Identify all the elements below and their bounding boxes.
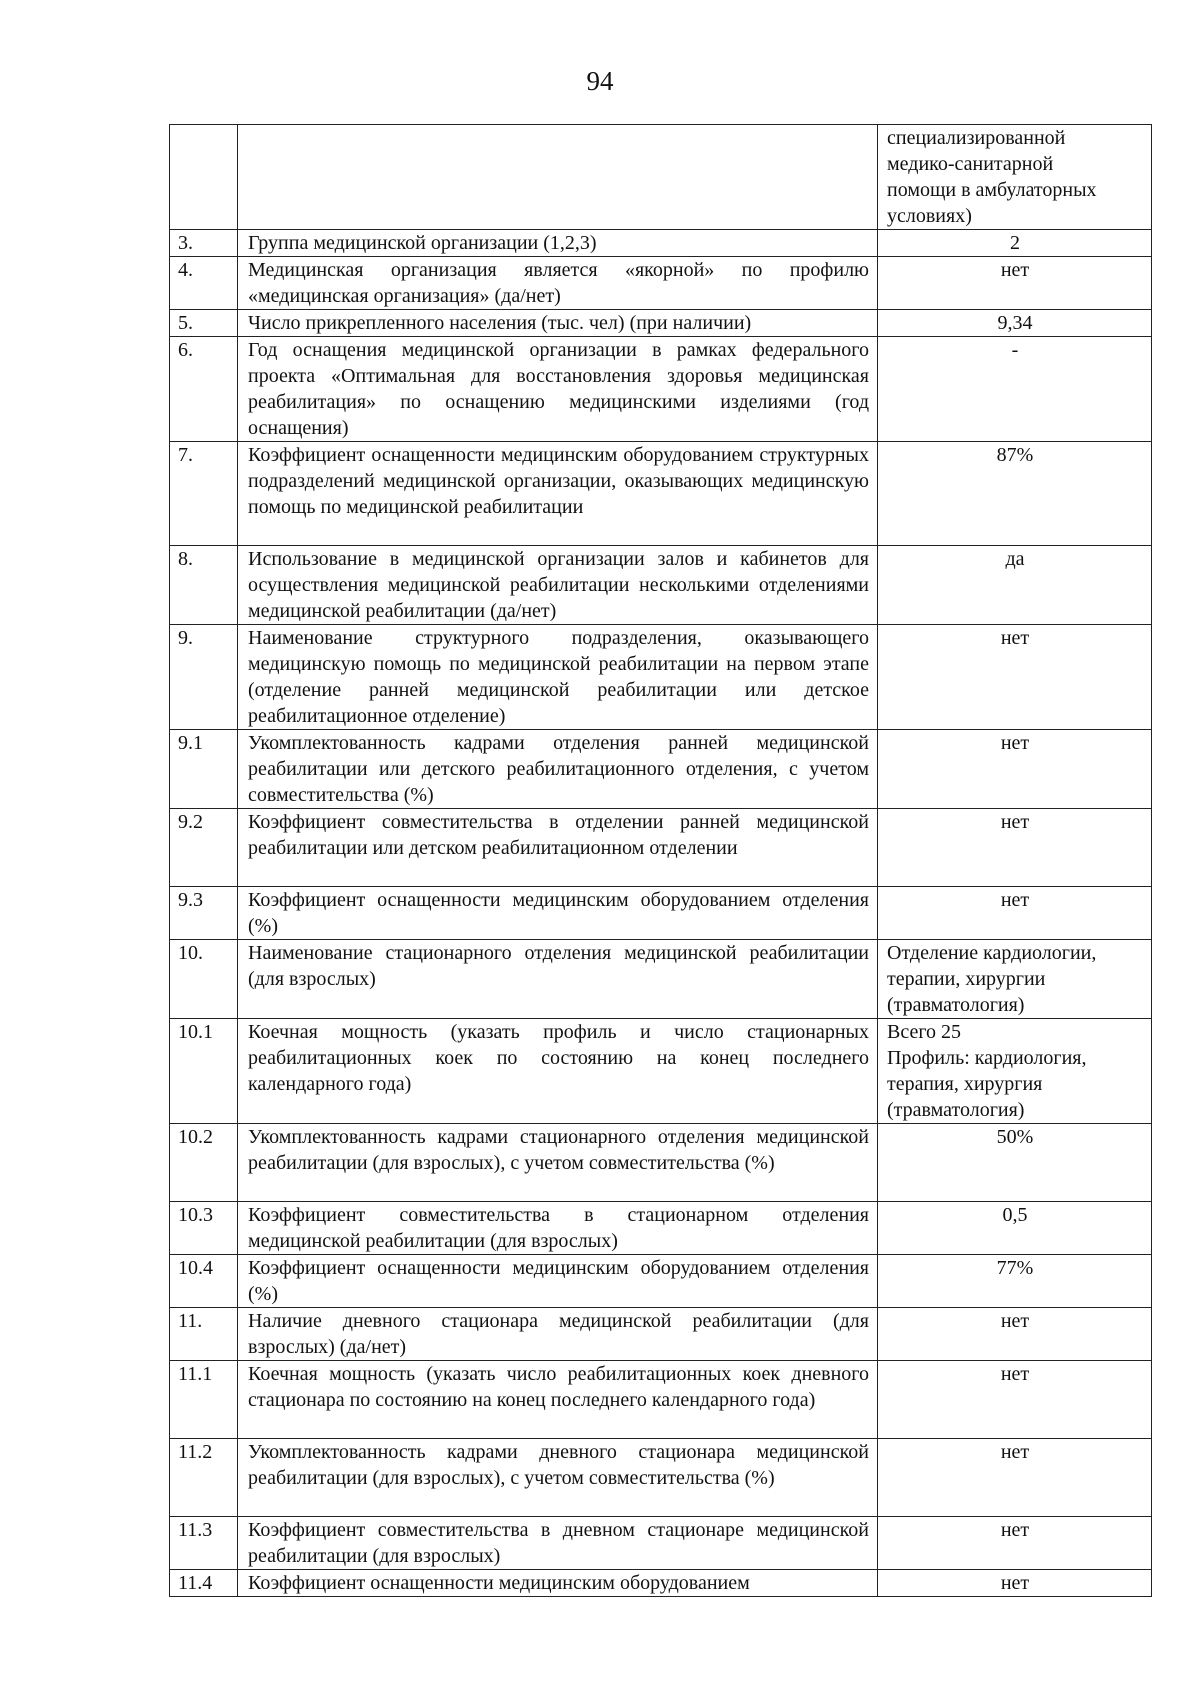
row-value: нет (878, 257, 1152, 310)
table-row (170, 1019, 1152, 1124)
row-value: нет (878, 730, 1152, 809)
table-row (170, 1517, 1152, 1570)
row-value: нет (878, 1308, 1152, 1361)
indicators-table-body (170, 125, 1152, 1597)
row-number: 6. (170, 337, 238, 442)
row-number: 3. (170, 230, 238, 257)
table-row (170, 1202, 1152, 1255)
table-row (170, 257, 1152, 310)
row-number: 9. (170, 625, 238, 730)
table-row (170, 1570, 1152, 1597)
row-value: 77% (878, 1255, 1152, 1308)
row-number: 10.3 (170, 1202, 238, 1255)
row-number: 7. (170, 442, 238, 546)
table-row (170, 809, 1152, 887)
row-number: 9.3 (170, 887, 238, 940)
row-value: нет (878, 1361, 1152, 1439)
row-description: Коэффициент совместительства в стационарном отделения медицинской реабилитации (для взрослых) (238, 1202, 878, 1255)
row-value: да (878, 546, 1152, 625)
row-value: Всего 25 Профиль: кардиология, терапия, хирургия (травматология) (878, 1019, 1152, 1124)
table-row (170, 730, 1152, 809)
row-number: 5. (170, 310, 238, 337)
row-value: нет (878, 625, 1152, 730)
row-value: 2 (878, 230, 1152, 257)
row-description: Укомплектованность кадрами отделения ранней медицинской реабилитации или детского реабилитационного отделения, с учетом совместительства (%) (238, 730, 878, 809)
row-description: Год оснащения медицинской организации в рамках федерального проекта «Оптимальная для восстановления здоровья медицинская реабилитация» по оснащению медицинскими изделиями (год оснащения) (238, 337, 878, 442)
table-row (170, 230, 1152, 257)
row-description: Коэффициент оснащенности медицинским оборудованием структурных подразделений медицинской организации, оказывающих медицинскую помощь по медицинской реабилитации (238, 442, 878, 546)
table-row (170, 1439, 1152, 1517)
row-value: 50% (878, 1124, 1152, 1202)
row-value: 9,34 (878, 310, 1152, 337)
row-number: 11.1 (170, 1361, 238, 1439)
table-row (170, 1255, 1152, 1308)
row-value: нет (878, 1570, 1152, 1597)
row-description: Коэффициент совместительства в отделении ранней медицинской реабилитации или детском реабилитационном отделении (238, 809, 878, 887)
row-description: Наименование стационарного отделения медицинской реабилитации (для взрослых) (238, 940, 878, 1019)
row-value: нет (878, 1517, 1152, 1570)
row-number (170, 125, 238, 230)
indicators-table (169, 124, 1152, 1597)
row-number: 10.1 (170, 1019, 238, 1124)
table-row (170, 546, 1152, 625)
row-description: Укомплектованность кадрами стационарного отделения медицинской реабилитации (для взрослых), с учетом совместительства (%) (238, 1124, 878, 1202)
table-row (170, 442, 1152, 546)
row-number: 9.1 (170, 730, 238, 809)
row-number: 8. (170, 546, 238, 625)
row-value: 0,5 (878, 1202, 1152, 1255)
table-row (170, 310, 1152, 337)
page-number: 94 (586, 66, 614, 96)
table-row (170, 337, 1152, 442)
row-description: Коечная мощность (указать профиль и число стационарных реабилитационных коек по состоянию на конец последнего календарного года) (238, 1019, 878, 1124)
row-description: Коечная мощность (указать число реабилитационных коек дневного стационара по состоянию на конец последнего календарного года) (238, 1361, 878, 1439)
row-value: - (878, 337, 1152, 442)
row-description: Наличие дневного стационара медицинской реабилитации (для взрослых) (да/нет) (238, 1308, 878, 1361)
row-number: 11.4 (170, 1570, 238, 1597)
row-description: Коэффициент оснащенности медицинским оборудованием (238, 1570, 878, 1597)
row-description: Коэффициент совместительства в дневном стационаре медицинской реабилитации (для взрослых) (238, 1517, 878, 1570)
row-value: 87% (878, 442, 1152, 546)
table-row (170, 125, 1152, 230)
row-value: нет (878, 887, 1152, 940)
row-value: нет (878, 809, 1152, 887)
table-row (170, 1308, 1152, 1361)
row-description: Коэффициент оснащенности медицинским оборудованием отделения (%) (238, 887, 878, 940)
row-number: 11. (170, 1308, 238, 1361)
row-value: нет (878, 1439, 1152, 1517)
table-row (170, 940, 1152, 1019)
row-description: Число прикрепленного населения (тыс. чел) (при наличии) (238, 310, 878, 337)
row-description (238, 125, 878, 230)
table-row (170, 887, 1152, 940)
row-number: 10.4 (170, 1255, 238, 1308)
row-description: Коэффициент оснащенности медицинским оборудованием отделения (%) (238, 1255, 878, 1308)
row-number: 4. (170, 257, 238, 310)
row-description: Укомплектованность кадрами дневного стационара медицинской реабилитации (для взрослых), с учетом совместительства (%) (238, 1439, 878, 1517)
table-row (170, 1361, 1152, 1439)
row-number: 11.3 (170, 1517, 238, 1570)
row-number: 9.2 (170, 809, 238, 887)
row-value: Отделение кардиологии, терапии, хирургии (травматология) (878, 940, 1152, 1019)
row-description: Использование в медицинской организации залов и кабинетов для осуществления медицинской реабилитации несколькими отделениями медицинской реабилитации (да/нет) (238, 546, 878, 625)
table-row (170, 1124, 1152, 1202)
row-number: 11.2 (170, 1439, 238, 1517)
row-number: 10. (170, 940, 238, 1019)
row-description: Наименование структурного подразделения, оказывающего медицинскую помощь по медицинской реабилитации на первом этапе (отделение ранней медицинской реабилитации или детское реабилитационное отделение) (238, 625, 878, 730)
row-description: Медицинская организация является «якорной» по профилю «медицинская организация» (да/нет) (238, 257, 878, 310)
row-number: 10.2 (170, 1124, 238, 1202)
row-value: специализированной медико-санитарной помощи в амбулаторных условиях) (878, 125, 1152, 230)
table-row (170, 625, 1152, 730)
row-description: Группа медицинской организации (1,2,3) (238, 230, 878, 257)
